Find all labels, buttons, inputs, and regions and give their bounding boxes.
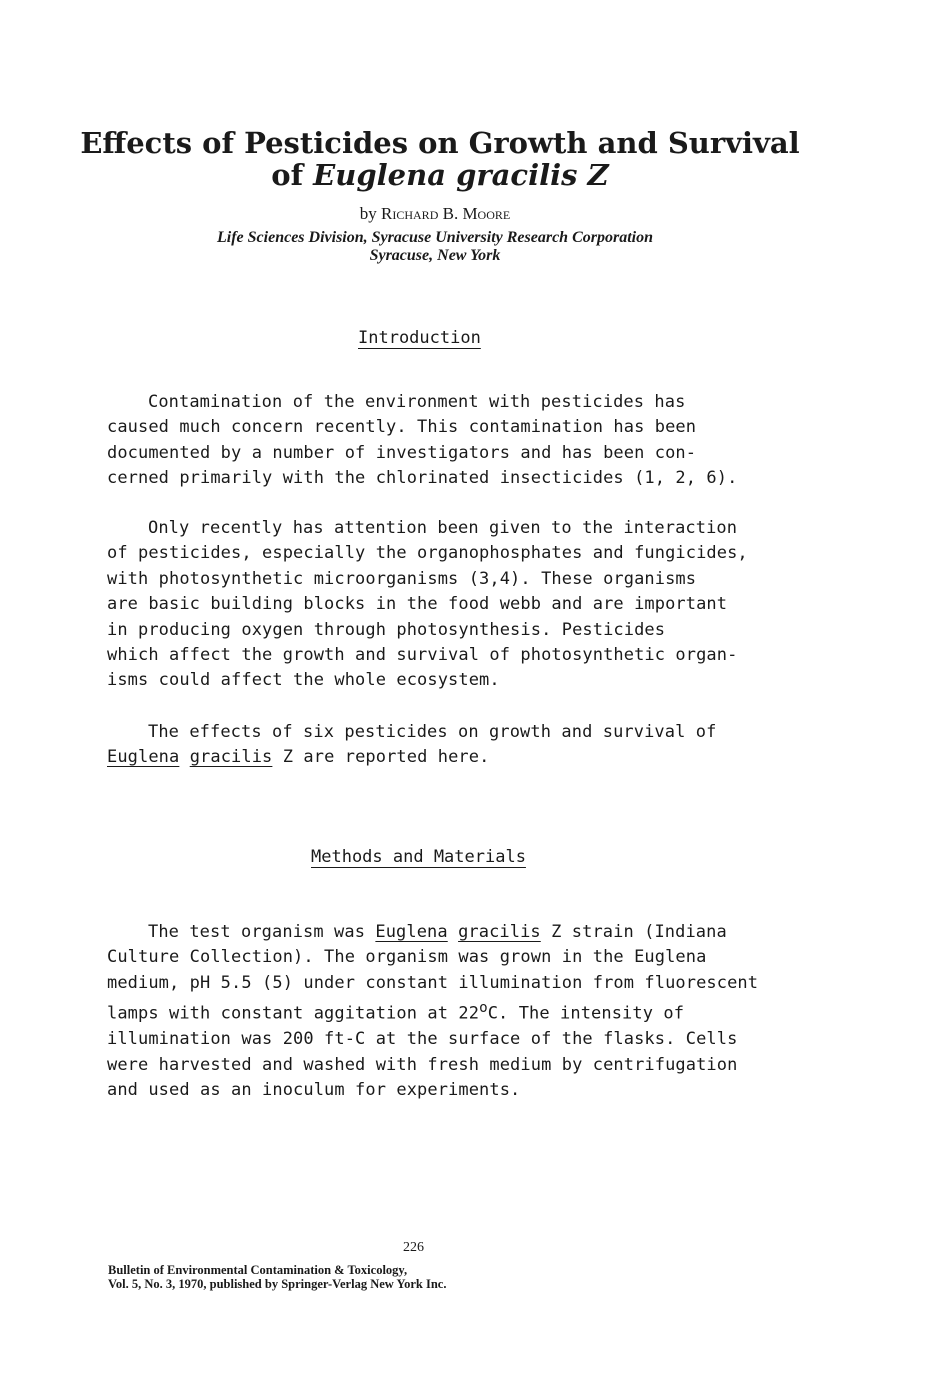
text-line: isms could affect the whole ecosystem. [107,670,500,691]
author-byline [0,204,870,224]
text-span: Z are reported here. [272,747,490,768]
text-line: were harvested and washed with fresh medium by centrifugation [107,1054,738,1075]
text-line: illumination was 200 ft-C at the surface of the flasks. Cells [107,1029,738,1050]
text-span: C. The intensity of [487,1003,685,1024]
text-line [107,745,827,770]
journal-citation-line-2: Vol. 5, No. 3, 1970, published by Springer-Verlag New York Inc. [108,1277,447,1291]
text-line: Contamination of the environment with pesticides has [148,392,686,412]
author-name: Richard B. Moore [381,204,511,223]
page-number: 226 [403,1240,424,1255]
text-span: The test organism was [148,922,376,942]
text-line: with photosynthetic microorganisms (3,4). These organisms [107,568,697,589]
section-heading-introduction: Introduction [358,328,481,348]
text-line [107,996,827,1027]
text-span: lamps with constant aggitation at 22 [107,1003,480,1024]
paper-title-line-2 [0,159,880,191]
text-line: medium, pH 5.5 (5) under constant illumination from fluorescent [107,972,759,993]
text-line: of pesticides, especially the organophosphates and fungicides, [107,543,748,564]
title-organism-name: Euglena gracilis Z [313,158,609,192]
methods-paragraph-1 [107,920,827,1104]
affiliation-line-1: Life Sciences Division, Syracuse University Research Corporation [217,229,653,246]
text-line: cerned primarily with the chlorinated insecticides (1, 2, 6). [107,468,738,489]
text-span: Z strain (Indiana [540,922,727,942]
text-line: in producing oxygen through photosynthesis. Pesticides [107,619,666,640]
intro-paragraph-3 [107,720,827,771]
paper-title-line-1: Effects of Pesticides on Growth and Survival [80,126,800,160]
organism-species: gracilis [189,747,273,768]
text-line: are basic building blocks in the food webb and are important [107,594,728,615]
text-line: Culture Collection). The organism was grown in the Euglena [107,947,707,968]
text-line: documented by a number of investigators and has been con- [107,442,697,463]
text-line: Only recently has attention been given to the interaction [148,518,738,538]
text-line [107,920,827,945]
intro-paragraph-1 [107,390,827,492]
title-line-2-prefix: of [271,158,314,192]
degree-superscript: o [479,1000,488,1017]
organism-genus: Euglena [375,922,448,942]
text-line: and used as an inoculum for experiments. [107,1080,521,1101]
text-line: caused much concern recently. This contamination has been [107,417,697,438]
text-line: which affect the growth and survival of photosynthetic organ- [107,645,738,666]
organism-species: gracilis [458,922,541,942]
journal-citation-line-1: Bulletin of Environmental Contamination & Toxicology, [108,1263,408,1277]
byline-prefix: by [359,204,382,223]
text-line: The effects of six pesticides on growth and survival of [148,722,717,742]
section-heading-methods: Methods and Materials [311,847,526,867]
intro-paragraph-2 [107,516,827,694]
affiliation-line-2: Syracuse, New York [369,247,501,264]
organism-genus: Euglena [107,747,180,768]
